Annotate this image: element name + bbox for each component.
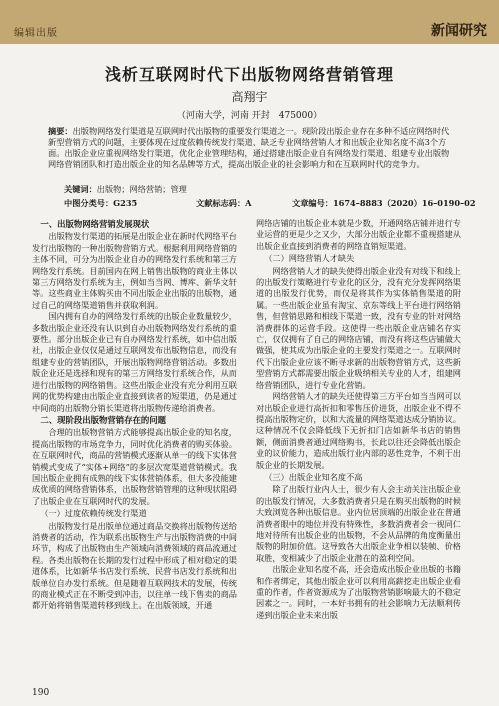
body-paragraph: 除了出版行业内人士，很少有人会主动关注出版企业的出版发行情况，大多数消费者只是在购买出版物的时候大致浏览各种出版信息。业内位居顶端的出版企业在普通消费者眼中的地位并没有特殊性，多数消费者会一视同仁地对待所有出版企业的出版物，不会从品牌的角度衡量出版物的附加价值。这导致各大出版企业争相以装帧、价格取胜，变相减少了出版企业潜在的盈利空间。 bbox=[256, 484, 461, 563]
section-label: 编辑出版 bbox=[14, 28, 58, 39]
subsection-heading: （二）网络营销人才缺失 bbox=[264, 253, 355, 264]
article-number: 文章编号：1674–8883（2020）16–0190–02 bbox=[292, 198, 476, 208]
section-heading: 一、出版物网络营销发展现状 bbox=[40, 219, 150, 229]
journal-logo: 新闻研究 bbox=[431, 23, 487, 39]
document-code: 文献标志码：A bbox=[196, 198, 252, 208]
section-heading: 二、现阶段出版物营销存在的问题 bbox=[40, 414, 167, 425]
body-paragraph: 网络营销人才的缺失使得出版企业没有对线下和线上的出版发行策略进行专业化的区分，没有充分发挥网络渠道的出版发行优势，而仅是将其作为实体销售渠道的附属。一些出版企业虽有淘宝、京东等线上平台进行网络销售，但营销思路和相线下渠道一致，没有专业的针对网络消费群体的运营手段。这使得一些出版企业店铺名存实亡，仅仅拥有了自己的网络店铺，而没有将这些店铺做大做强，使其成为出版企业的主要发行渠道之一。互联网时代下出版企业应该不断寻求新的出版物营销方式，这些新型营销方式都需要出版企业吸纳相关专业的人才，组建网络营销团队，进行专业化营销。 bbox=[256, 265, 461, 390]
keywords bbox=[64, 184, 187, 195]
body-paragraph: 出版物发行是出版单位通过商品交换将出版物传送给消费者的活动，作为联系出版物生产与出版物消费的中间环节，构成了出版物由生产领域向消费领域的商品流通过程。各类出版物在长期的发行过程中形成了相对稳定的渠道体系，比如新华书店发行系统、民营书店发行系统和出版单位自办发行系统。但是随着互联网技术的发展，传统的商业模式正在不断受到冲击，以往单一线下售卖的商品都开始将销售渠道转移到线上。在出版领域，开通 bbox=[32, 520, 237, 611]
body-paragraph: 出版物发行渠道的拓展是出版企业在新时代网络平台发行出版物的一种出版物营销方式。根据利用网络营销的主体不同，可分为出版企业自办的网络发行系统和第三方网络发行系统。目前国内在网上销售出版物的商业主体以第三方网络发行系统为主，例如当当网、博库、新华文轩等。这些商业主体购买由不同出版企业出版的出版物，通过自己的网络渠道销售并获取利润。 bbox=[32, 231, 237, 310]
body-paragraph: 国内拥有自办的网络发行系统的出版企业数量较少，多数出版企业还没有认识到自办出版物网络发行系统的重要性。部分出版企业已有自办网络发行系统，如中信出版社，出版企业仅仅是通过互联网发布出版物信息，而没有组建专业的营销团队，开展出版物网络营销活动。多数出版企业还是选择和现有的第三方网络发行系统合作，从而进行出版物的网络销售。这些出版企业没有充分利用互联网的优势构建由出版企业直接到读者的短渠道，仍是通过中间商的出版物分销长渠道将出版物传递给消费者。 bbox=[32, 311, 237, 413]
body-paragraph: 网络店铺的出版企业本就是少数，开通网络店铺并进行专业运营的更是少之又少，大部分出版企业都不重视搭建从出版企业直接到消费者的网络直销短渠道。 bbox=[256, 218, 461, 251]
subsection-heading: （一）过度依赖传统发行渠道 bbox=[40, 508, 147, 519]
article-title: 浅析互联网时代下出版物网络营销管理 bbox=[104, 65, 394, 84]
abstract-label: 摘要： bbox=[48, 126, 73, 136]
body-paragraph: 网络营销人才的缺失还使得第三方平台如当当网可以对出版企业进行高折扣和零售压价进货，出版企业不得不提高出版物定价，以和大流量的网络渠道达成分销协议。这种情况不仅会降低线下无折扣门店如新华书店的销售额，侧面消费者通过网络购书，长此以往还会降低出版企业的议价能力，造成出版行业内部的恶性竞争，不利于出版企业的长期发展。 bbox=[256, 391, 461, 470]
author-affiliation: （河南大学，河南 开封 475000） bbox=[176, 111, 323, 121]
clc-number: 中图分类号：G235 bbox=[64, 198, 138, 208]
page-number: 190 bbox=[32, 688, 50, 698]
right-column bbox=[256, 218, 461, 621]
keywords-text: 出版物；网络营销；管理 bbox=[96, 184, 187, 194]
left-column bbox=[32, 218, 237, 612]
subsection-heading: （三）出版企业知名度不高 bbox=[264, 471, 363, 482]
keywords-label: 关键词： bbox=[64, 184, 97, 194]
body-paragraph: 合理的出版物营销方式能够提高出版企业的知名度，提高出版物的市场竞争力，同时优化消费者的购买体验。在互联网时代，商品的营销模式逐渐从单一的线下实体营销模式变成了“实体+网络”的多层次宽渠道营销模式。我国出版企业拥有成熟的线下实体营销体系，但大多没能建成优质的网络营销体系，出版物营销管理的这种现状阻碍了出版企业在互联网时代的发展。 bbox=[32, 427, 237, 506]
header-bar bbox=[0, 0, 499, 44]
body-paragraph: 出版企业知名度不高，还会造成出版企业出版的书籍和作者绑定，其他出版企业可以利用高薪挖走出版企业看重的作者，作者资源成为了出版物营销影响最大的不稳定因素之一。同时，一本好书拥有的社会影响力无法顺利传递到出版企业未来出版 bbox=[256, 564, 461, 620]
abstract-text: 出版物网络发行渠道是互联网时代出版物的重要发行渠道之一。现阶段出版企业存在多种不适应网络时代新型营销方式的问题，主要体现在过度依赖传统发行渠道、缺乏专业网络营销人才和出版企业知名度不高3个方面。出版企业应重视网络发行渠道，优化企业管理结构，通过搭建出版企业自有网络发行渠道、组建专业出版物网络营销团队和打造出版企业的知名品牌等方式，提高出版企业的社会影响力和在互联网时代的竞争力。 bbox=[48, 126, 450, 169]
abstract bbox=[48, 126, 452, 170]
article-author: 高翔宇 bbox=[231, 90, 268, 104]
